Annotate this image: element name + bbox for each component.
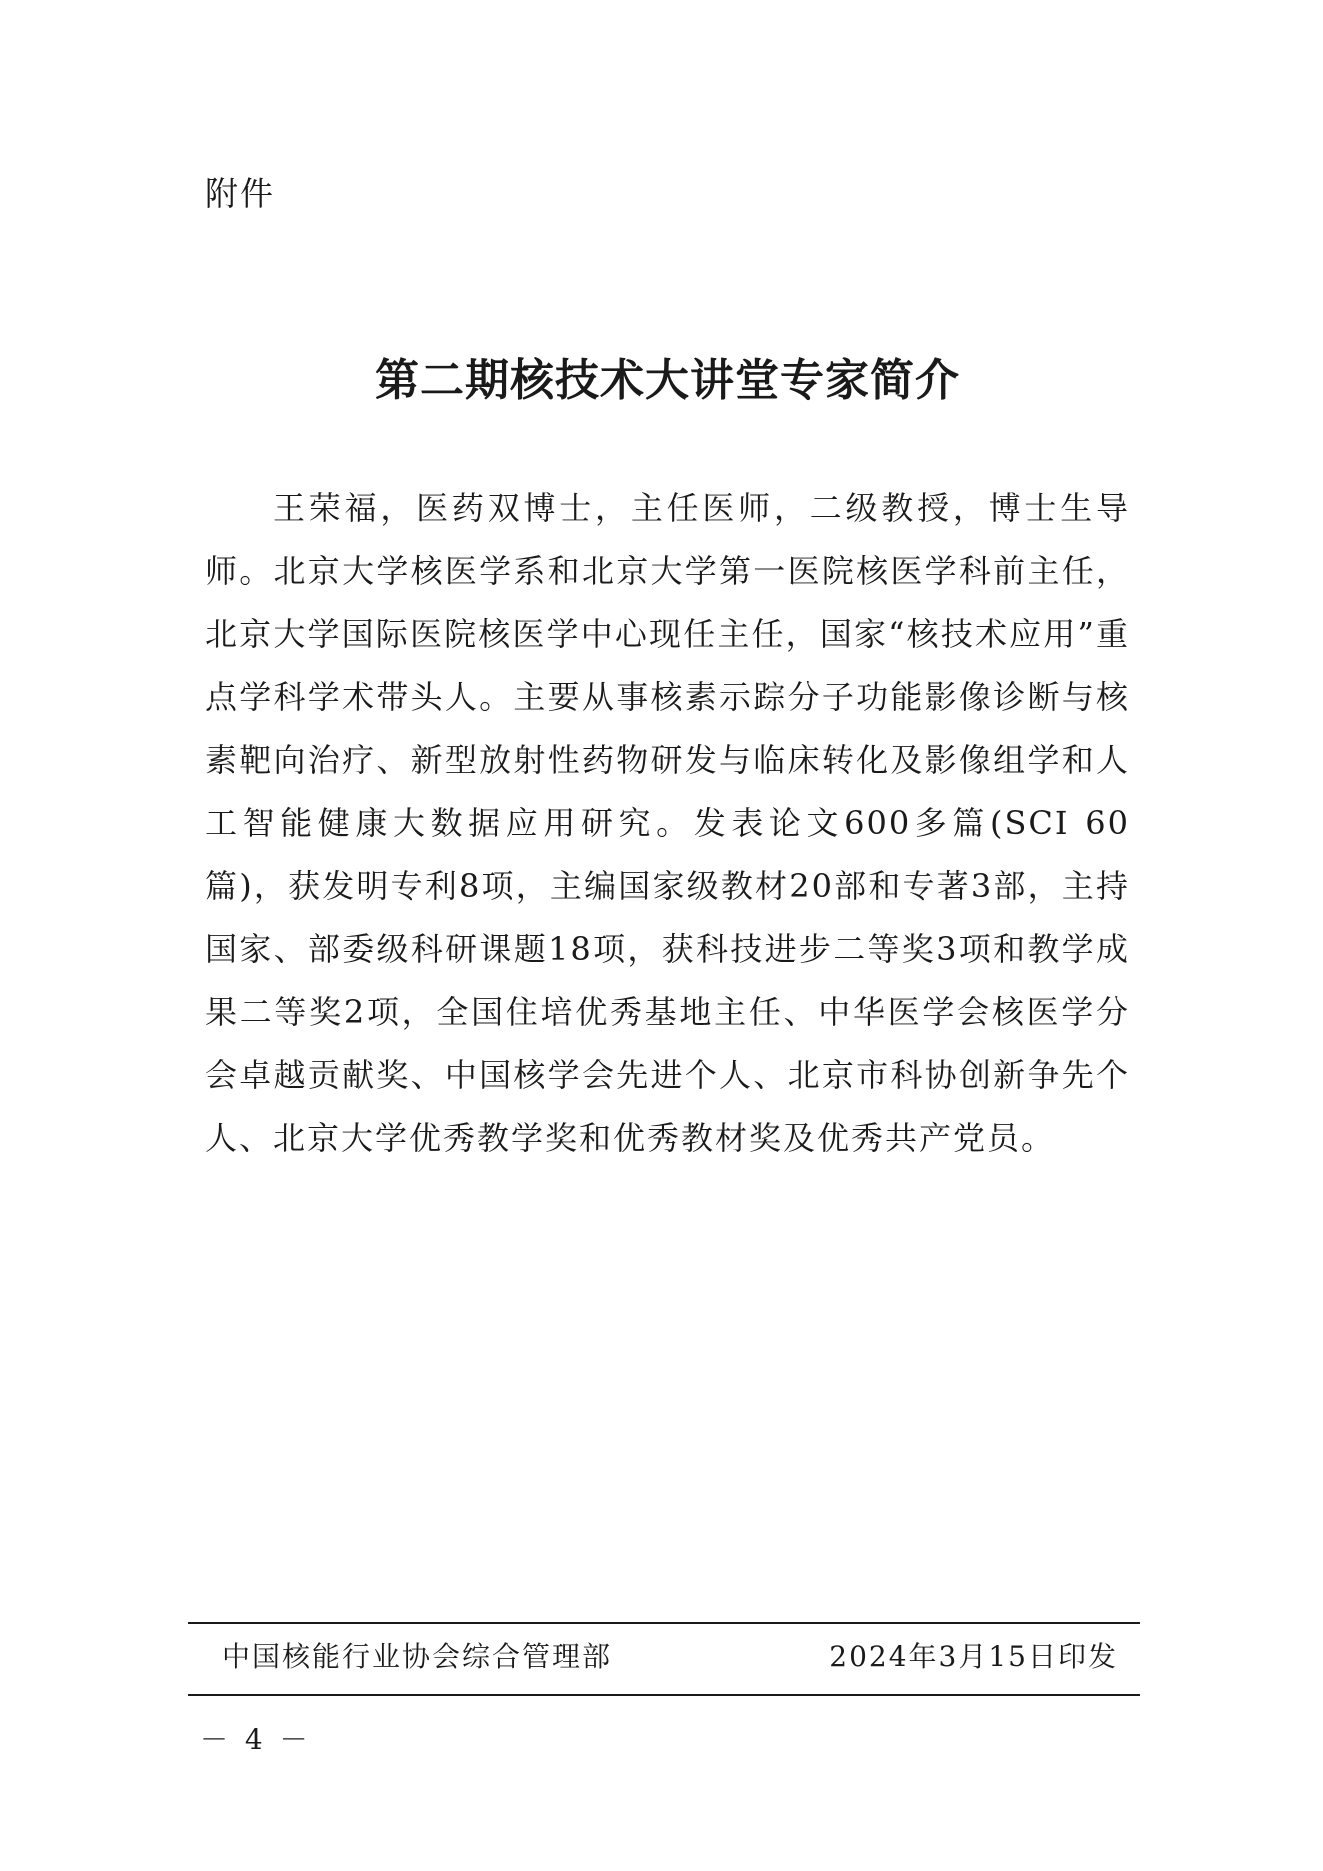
footer-top-rule	[188, 1622, 1140, 1624]
page-number: － 4 －	[200, 1723, 312, 1756]
expert-bio-paragraph: 王荣福，医药双博士，主任医师，二级教授，博士生导师。北京大学核医学系和北京大学第一医院核医学科前主任，北京大学国际医院核医学中心现任主任，国家“核技术应用”重点学科学术带头人。主要从事核素示踪分子功能影像诊断与核素靶向治疗、新型放射性药物研发与临床转化及影像组学和人工智能健康大数据应用研究。发表论文600多篇(SCI 60篇)，获发明专利8项，主编国家级教材20部和专著3部，主持国家、部委级科研课题18项，获科技进步二等奖3项和教学成果二等奖2项，全国住培优秀基地主任、中华医学会核医学分会卓越贡献奖、中国核学会先进个人、北京市科协创新争先个人、北京大学优秀教学奖和优秀教材奖及优秀共产党员。	[205, 489, 1130, 1157]
footer-bottom-rule	[188, 1694, 1140, 1696]
footer-issue-date: 2024年3月15日印发	[829, 1640, 1118, 1673]
page-title: 第二期核技术大讲堂专家简介	[375, 355, 960, 407]
footer-organization: 中国核能行业协会综合管理部	[222, 1640, 613, 1673]
attachment-label: 附件	[205, 174, 275, 213]
